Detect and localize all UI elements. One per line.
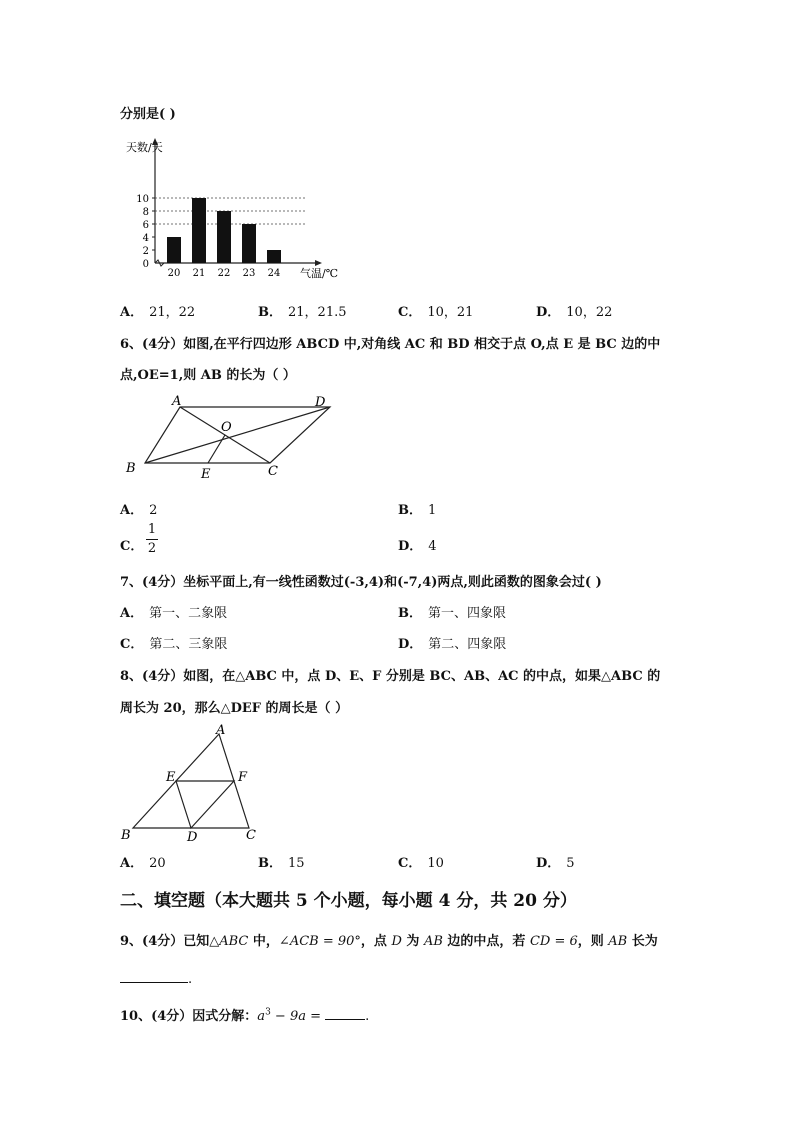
- x-axis-arrow: [315, 260, 322, 266]
- label-c: C: [246, 828, 256, 843]
- option-text: 第二、三象限: [149, 637, 228, 652]
- y-tick-label: 10: [136, 194, 149, 205]
- option-letter: B．: [398, 606, 422, 621]
- label-b: B: [121, 828, 131, 843]
- option-text: 2: [149, 503, 158, 518]
- q9-segment-ab: AB: [423, 934, 443, 949]
- option-letter: D．: [536, 305, 561, 320]
- option-letter: B．: [398, 503, 422, 518]
- bar: [267, 250, 281, 263]
- label-e: E: [201, 467, 211, 482]
- q7-option-b[interactable]: [398, 602, 506, 621]
- option-letter: D．: [398, 637, 423, 652]
- q9-text: 边的中点，若: [442, 934, 530, 949]
- q6-option-c[interactable]: [120, 535, 143, 554]
- option-text: 21，21.5: [288, 305, 347, 320]
- label-a: A: [216, 723, 226, 738]
- option-text: 1: [428, 503, 437, 518]
- option-letter: A．: [120, 503, 144, 518]
- q9-text: 中，: [248, 934, 279, 949]
- option-letter: B．: [258, 305, 282, 320]
- fraction-numerator: 1: [147, 522, 157, 537]
- label-d: D: [187, 830, 198, 845]
- option-text: 10，21: [427, 305, 474, 320]
- q8-option-c[interactable]: [398, 852, 444, 871]
- q5-option-a[interactable]: [120, 301, 195, 320]
- triangle-figure: [118, 722, 268, 846]
- option-letter: A．: [120, 606, 144, 621]
- q5-option-c[interactable]: [398, 301, 473, 320]
- option-text: 4: [428, 539, 437, 554]
- bar: [242, 224, 256, 263]
- option-letter: A．: [120, 305, 144, 320]
- q7-option-a[interactable]: [120, 602, 227, 621]
- option-text: 15: [288, 856, 305, 871]
- segment-oe: [208, 435, 225, 463]
- option-text: 第一、四象限: [428, 606, 507, 621]
- diagonal-bd: [145, 407, 330, 463]
- fraction-one-half: [146, 522, 158, 557]
- option-text: 5: [566, 856, 575, 871]
- q9-text: 为: [401, 934, 424, 949]
- option-text: 10，22: [566, 305, 613, 320]
- q5-tail-text: 分别是( ): [120, 107, 176, 122]
- q9-line1: [120, 930, 658, 949]
- parallelogram-figure: [120, 393, 340, 485]
- q9-text: ，则: [577, 934, 609, 949]
- q7-option-d[interactable]: [398, 633, 506, 652]
- section-header: 二、填空题（本大题共 5 个小题，每小题 4 分，共 20 分）: [120, 891, 577, 911]
- q6-option-a[interactable]: [120, 499, 157, 518]
- q8-option-a[interactable]: [120, 852, 166, 871]
- fraction-denominator: 2: [147, 541, 157, 556]
- y-tick-label: 0: [142, 259, 149, 270]
- q8-option-b[interactable]: [258, 852, 305, 871]
- fraction-bar: [146, 539, 158, 540]
- q7-line1: 7、(4分）坐标平面上,有一线性函数过(-3,4)和(-7,4)两点,则此函数的图象会过( ): [120, 575, 602, 590]
- y-tick-label: 2: [142, 246, 149, 257]
- answer-blank[interactable]: [120, 968, 188, 983]
- option-text: 第二、四象限: [428, 637, 507, 652]
- q8-option-d[interactable]: [536, 852, 575, 871]
- q9-segment-ab: AB: [608, 934, 628, 949]
- bar: [167, 237, 181, 263]
- label-o: O: [221, 420, 232, 435]
- triangle-symbol: △: [209, 934, 220, 949]
- y-tick-label: 6: [142, 220, 149, 231]
- q10-line: [120, 1005, 369, 1024]
- q6-line1: 6、(4分）如图,在平行四边形 ABCD 中,对角线 AC 和 BD 相交于点 O,点 E 是 BC 边的中: [120, 337, 661, 352]
- bar: [192, 198, 206, 263]
- x-tick-label: 23: [242, 268, 256, 279]
- q10-prefix: 10、(4分）因式分解：: [120, 1009, 258, 1024]
- bar-chart: [120, 133, 350, 283]
- option-text: 第一、二象限: [149, 606, 228, 621]
- q5-option-d[interactable]: [536, 301, 612, 320]
- option-letter: B．: [258, 856, 282, 871]
- q9-cd-equation: CD = 6: [529, 934, 578, 949]
- q10-expr-exponent: 3: [265, 1007, 271, 1018]
- y-tick-label: 8: [142, 207, 149, 218]
- bar: [217, 211, 231, 263]
- q10-period: .: [365, 1009, 370, 1024]
- q5-option-b[interactable]: [258, 301, 347, 320]
- q9-text: 长为: [627, 934, 658, 949]
- answer-blank[interactable]: [325, 1007, 365, 1020]
- q9-answer-line[interactable]: [120, 968, 192, 987]
- q6-option-b[interactable]: [398, 499, 436, 518]
- q6-option-d[interactable]: [398, 535, 437, 554]
- q9-point-d: D: [391, 934, 402, 949]
- x-axis-label: 气温/℃: [300, 267, 339, 280]
- q8-line1: 8、(4分）如图，在△ABC 中，点 D、E、F 分别是 BC、AB、AC 的中点，如果△ABC 的: [120, 669, 661, 684]
- label-c: C: [268, 464, 278, 479]
- option-letter: C．: [398, 305, 422, 320]
- q7-option-c[interactable]: [120, 633, 227, 652]
- option-letter: D．: [536, 856, 561, 871]
- q9-prefix: 9、(4分）已知: [120, 934, 210, 949]
- label-b: B: [126, 461, 136, 476]
- q10-expr-base: a: [257, 1009, 266, 1024]
- label-a: A: [172, 394, 182, 409]
- option-text: 21，22: [149, 305, 196, 320]
- option-letter: C．: [120, 539, 144, 554]
- x-tick-label: 20: [167, 268, 181, 279]
- label-f: F: [238, 770, 248, 785]
- option-letter: C．: [398, 856, 422, 871]
- label-e: E: [166, 770, 176, 785]
- option-text: 10: [427, 856, 444, 871]
- option-text: 20: [149, 856, 166, 871]
- x-tick-label: 21: [192, 268, 206, 279]
- label-d: D: [315, 395, 326, 410]
- option-letter: D．: [398, 539, 423, 554]
- option-letter: C．: [120, 637, 144, 652]
- x-tick-label: 24: [267, 268, 281, 279]
- q9-triangle-name: ABC: [219, 934, 249, 949]
- y-axis-label: 天数/天: [126, 141, 163, 154]
- q9-text: ，点: [360, 934, 392, 949]
- q9-angle: ∠ACB = 90°: [278, 934, 361, 949]
- x-tick-label: 22: [217, 268, 231, 279]
- triangle-def: [176, 781, 234, 828]
- y-tick-label: 4: [142, 233, 149, 244]
- q8-line2: 周长为 20，那么△DEF 的周长是（ ）: [120, 701, 349, 716]
- q10-expr-rest: − 9a =: [270, 1009, 326, 1024]
- q6-line2: 点,OE=1,则 AB 的长为（ ）: [120, 368, 296, 383]
- q9-period: .: [188, 972, 193, 987]
- option-letter: A．: [120, 856, 144, 871]
